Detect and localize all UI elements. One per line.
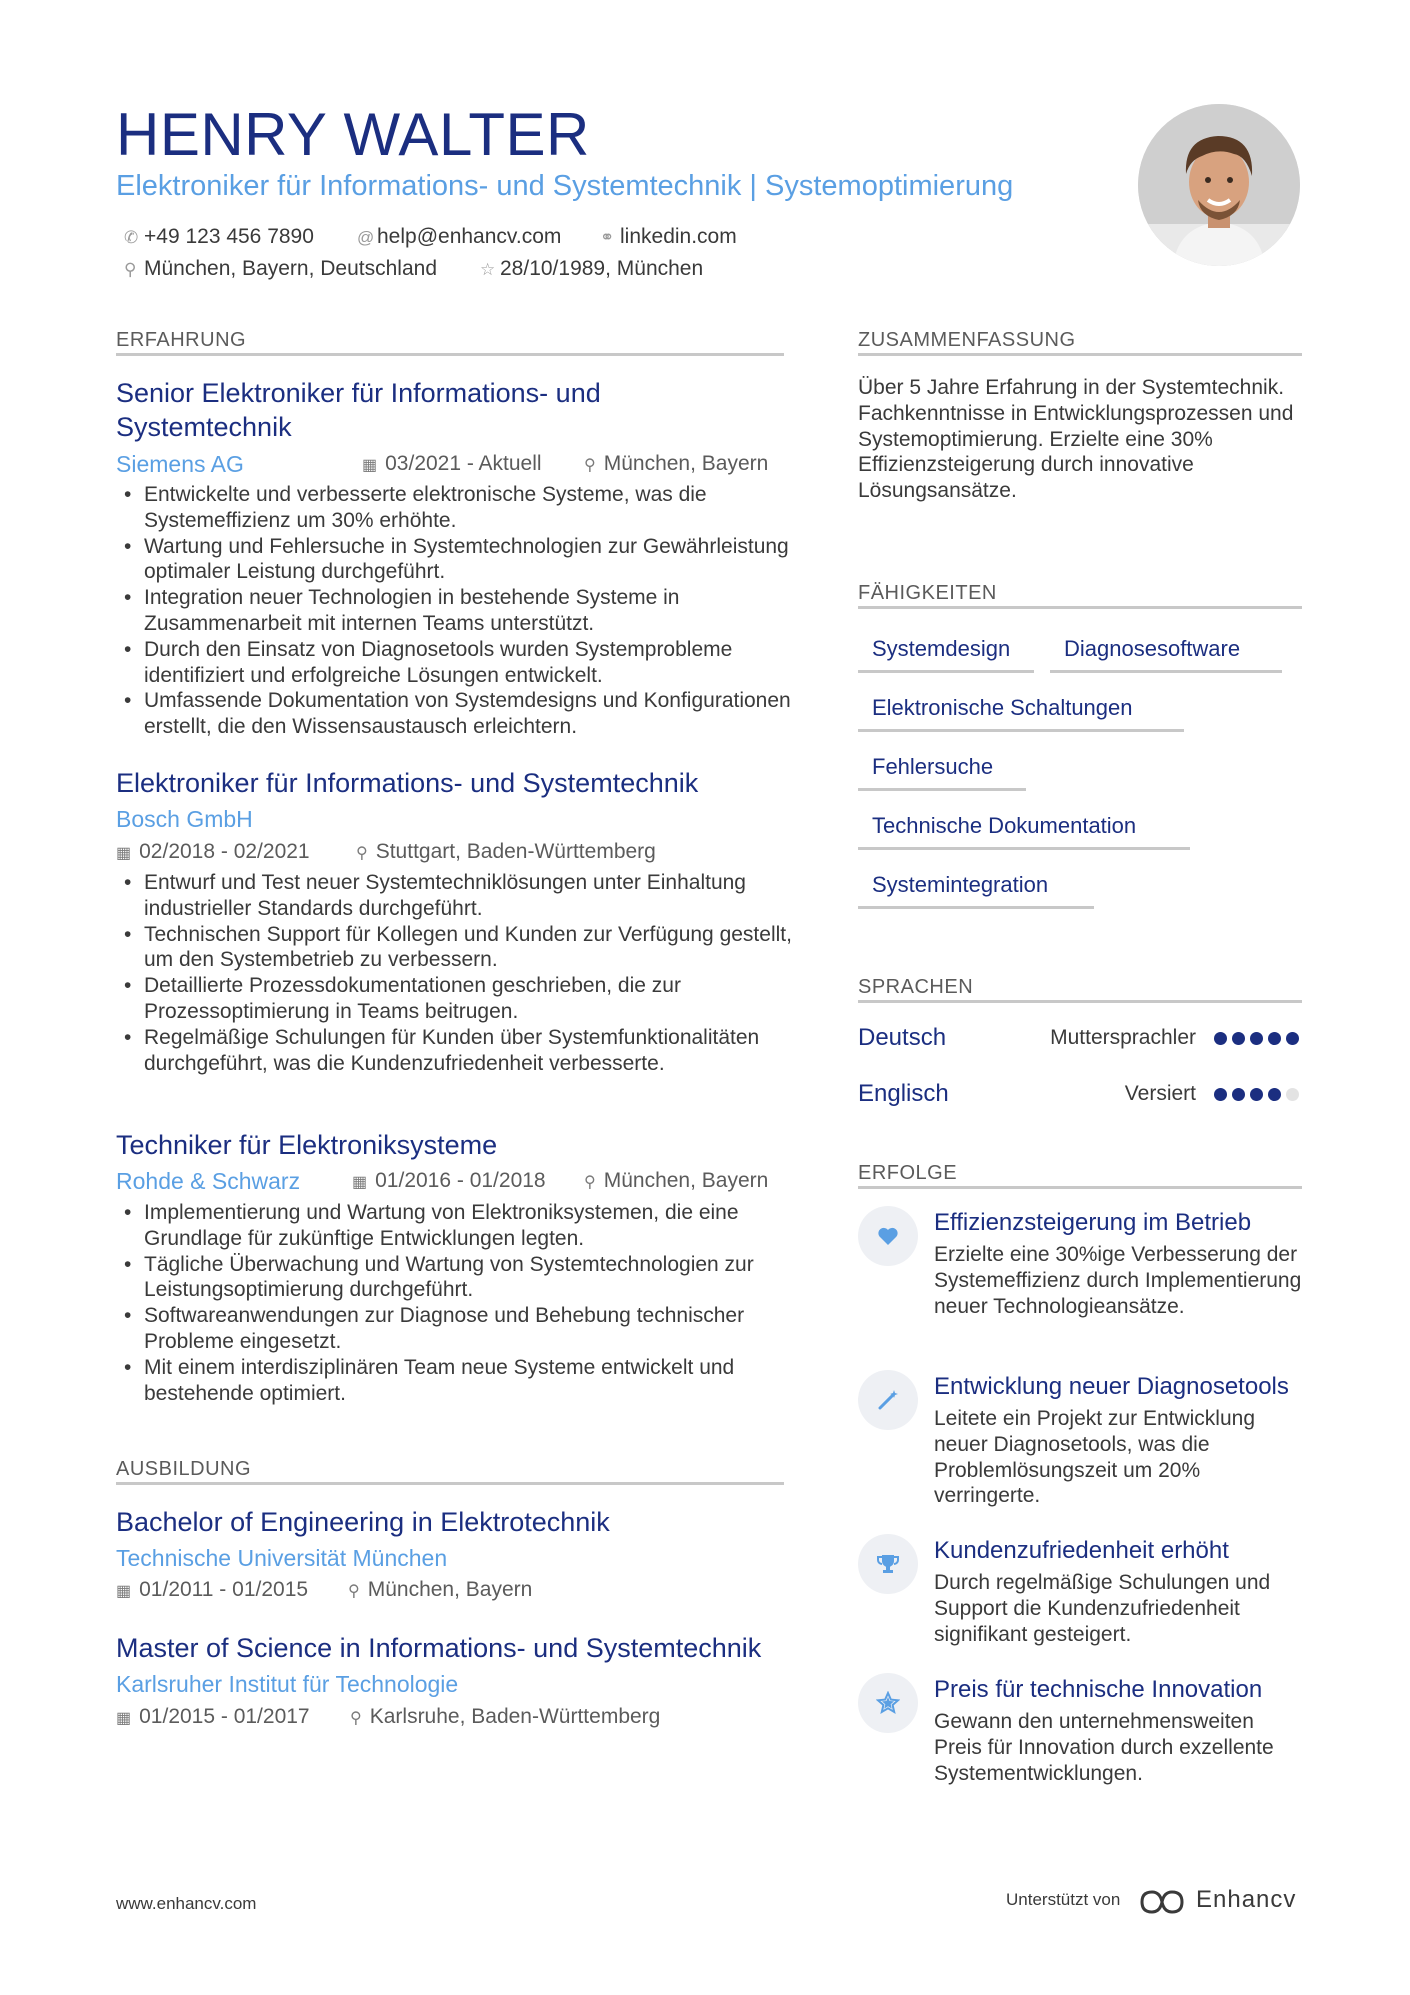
achievement-text: Erzielte eine 30%ige Verbesserung der Systemeffizienz durch Implementierung neuer Technologieansätze. — [934, 1243, 1302, 1318]
language-rating — [1214, 1088, 1304, 1102]
section-divider — [858, 1000, 1302, 1003]
contact-linkedin[interactable]: ⚭ linkedin.com — [600, 223, 737, 252]
skill-tag: Systemdesign — [858, 634, 1034, 673]
job-title: Techniker für Elektroniksysteme — [116, 1130, 498, 1160]
list-item: • Entwickelte und verbesserte elektronische Systeme, was die Systemeffizienz um 30% erhöhte. — [116, 482, 796, 534]
job-location: ⚲ München, Bayern — [584, 450, 768, 480]
list-item: • Wartung und Fehlersuche in Systemtechnologien zur Gewährleistung optimaler Leistung durchgeführt. — [116, 534, 796, 586]
achievement-text: Durch regelmäßige Schulungen und Support die Kundenzufriedenheit signifikant gesteigert. — [934, 1571, 1271, 1646]
list-item: • Technischen Support für Kollegen und Kunden zur Verfügung gestellt, um den Systembetrieb zu verbessern. — [116, 922, 796, 974]
rating-dot-filled — [1214, 1088, 1227, 1101]
skill-tag: Diagnosesoftware — [1050, 634, 1282, 673]
location-pin-icon: ⚲ — [584, 1174, 596, 1191]
degree-title: Master of Science in Informations- und Systemtechnik — [116, 1633, 762, 1663]
skill-tag: Fehlersuche — [858, 752, 1026, 791]
achievement-text: Leitete ein Projekt zur Entwicklung neuer Diagnosetools, was die Problemlösungszeit um 20% verringerte. — [934, 1407, 1255, 1508]
list-item: • Mit einem interdisziplinären Team neue Systeme entwickelt und bestehende optimiert. — [116, 1355, 796, 1407]
magic-wand-icon — [858, 1370, 918, 1430]
rating-dot-empty — [1286, 1088, 1299, 1101]
location-pin-icon: ⚲ — [356, 845, 368, 862]
calendar-icon: ▦ — [116, 845, 132, 862]
enhancv-logo-icon — [1138, 1888, 1186, 1916]
section-title-achievements: ERFOLGE — [858, 1162, 958, 1184]
list-item: • Umfassende Dokumentation von Systemdesigns und Konfigurationen erstellt, die den Wissensaustausch erleichtern. — [116, 688, 796, 740]
section-divider — [858, 606, 1302, 609]
job-bullets — [116, 1200, 796, 1406]
calendar-icon: ▦ — [362, 457, 378, 474]
contact-location: ⚲ München, Bayern, Deutschland — [124, 255, 437, 284]
location-pin-icon: ⚲ — [350, 1710, 362, 1727]
list-item: • Durch den Einsatz von Diagnosetools wurden Systemprobleme identifiziert und erfolgreiche Lösungen entwickelt. — [116, 637, 796, 689]
job-bullets — [116, 870, 796, 1076]
language-rating — [1214, 1032, 1304, 1046]
rating-dot-filled — [1268, 1032, 1281, 1045]
skill-tag: Systemintegration — [858, 870, 1094, 909]
rating-dot-filled — [1232, 1088, 1245, 1101]
rating-dot-filled — [1232, 1032, 1245, 1045]
section-title-languages: SPRACHEN — [858, 976, 974, 998]
company-name: Bosch GmbH — [116, 806, 253, 832]
job-dates: ▦ 01/2016 - 01/2018 — [352, 1167, 546, 1197]
star-outline-icon: ☆ — [480, 260, 496, 279]
job-location: ⚲ München, Bayern — [584, 1167, 768, 1197]
language-level: Muttersprachler — [1050, 1026, 1196, 1049]
achievement-title: Effizienzsteigerung im Betrieb — [934, 1209, 1252, 1236]
trophy-icon — [858, 1534, 918, 1594]
education-dates: ▦ 01/2011 - 01/2015 — [116, 1576, 308, 1606]
job-location: ⚲ Stuttgart, Baden-Württemberg — [356, 838, 656, 868]
section-title-summary: ZUSAMMENFASSUNG — [858, 329, 1076, 351]
footer-powered-by: Unterstützt von — [1006, 1890, 1121, 1909]
location-pin-icon: ⚲ — [584, 457, 596, 474]
job-title: Senior Elektroniker für Informations- und Systemtechnik — [116, 378, 601, 442]
section-divider — [116, 1482, 784, 1485]
school-name: Karlsruher Institut für Technologie — [116, 1671, 459, 1697]
profile-photo — [1138, 104, 1300, 266]
calendar-icon: ▦ — [116, 1583, 132, 1600]
achievement-text: Gewann den unternehmensweiten Preis für Innovation durch exzellente Systementwicklungen. — [934, 1710, 1274, 1785]
section-divider — [116, 353, 784, 356]
list-item: • Integration neuer Technologien in bestehende Systeme in Zusammenarbeit mit internen Teams unterstützt. — [116, 585, 796, 637]
location-pin-icon: ⚲ — [124, 260, 137, 279]
education-location: ⚲ Karlsruhe, Baden-Württemberg — [350, 1703, 660, 1733]
heart-icon — [858, 1206, 918, 1266]
language-name: Englisch — [858, 1080, 949, 1107]
candidate-name: HENRY WALTER — [116, 101, 590, 168]
rating-dot-filled — [1268, 1088, 1281, 1101]
avatar — [1138, 104, 1300, 266]
star-icon — [858, 1673, 918, 1733]
job-dates: ▦ 02/2018 - 02/2021 — [116, 838, 310, 868]
job-title: Elektroniker für Informations- und Systemtechnik — [116, 768, 699, 798]
footer-brand[interactable]: Enhancv — [1196, 1886, 1297, 1913]
education-dates: ▦ 01/2015 - 01/2017 — [116, 1703, 310, 1733]
school-name: Technische Universität München — [116, 1545, 448, 1571]
rating-dot-filled — [1286, 1032, 1299, 1045]
footer-website[interactable]: www.enhancv.com — [116, 1894, 257, 1913]
link-icon: ⚭ — [600, 228, 615, 247]
list-item: • Regelmäßige Schulungen für Kunden über Systemfunktionalitäten durchgeführt, was die Kundenzufriedenheit verbesserte. — [116, 1025, 796, 1077]
contact-phone: ✆ +49 123 456 7890 — [124, 223, 314, 252]
skill-tag: Elektronische Schaltungen — [858, 693, 1184, 732]
job-dates: ▦ 03/2021 - Aktuell — [362, 450, 542, 480]
calendar-icon: ▦ — [352, 1174, 368, 1191]
summary-text: Über 5 Jahre Erfahrung in der Systemtechnik. Fachkenntnisse in Entwicklungsprozessen und Systemoptimierung. Erzielte eine 30% Effizienzsteigerung durch innovative Lösungsansätze. — [858, 376, 1294, 503]
candidate-title: Elektroniker für Informations- und Systemtechnik | Systemoptimierung — [116, 170, 1014, 202]
section-divider — [858, 353, 1302, 356]
calendar-icon: ▦ — [116, 1710, 132, 1727]
location-pin-icon: ⚲ — [348, 1583, 360, 1600]
achievement-title: Preis für technische Innovation — [934, 1676, 1263, 1703]
company-name: Siemens AG — [116, 451, 244, 477]
achievement-title: Kundenzufriedenheit erhöht — [934, 1537, 1229, 1564]
rating-dot-filled — [1214, 1032, 1227, 1045]
at-icon: @ — [357, 228, 375, 247]
section-title-skills: FÄHIGKEITEN — [858, 582, 997, 604]
education-location: ⚲ München, Bayern — [348, 1576, 532, 1606]
phone-icon: ✆ — [124, 228, 139, 247]
section-divider — [858, 1186, 1302, 1189]
skill-tag: Technische Dokumentation — [858, 811, 1190, 850]
list-item: • Detaillierte Prozessdokumentationen geschrieben, die zur Prozessoptimierung in Teams beitrugen. — [116, 973, 796, 1025]
achievement-title: Entwicklung neuer Diagnosetools — [934, 1373, 1289, 1400]
language-level: Versiert — [1124, 1082, 1196, 1105]
degree-title: Bachelor of Engineering in Elektrotechnik — [116, 1507, 610, 1537]
list-item: • Entwurf und Test neuer Systemtechniklösungen unter Einhaltung industrieller Standards durchgeführt. — [116, 870, 796, 922]
company-name: Rohde & Schwarz — [116, 1168, 301, 1194]
section-title-experience: ERFAHRUNG — [116, 329, 247, 351]
rating-dot-filled — [1250, 1032, 1263, 1045]
language-name: Deutsch — [858, 1024, 947, 1051]
contact-birth: ☆ 28/10/1989, München — [480, 255, 703, 284]
rating-dot-filled — [1250, 1088, 1263, 1101]
list-item: • Tägliche Überwachung und Wartung von Systemtechnologien zur Leistungsoptimierung durchgeführt. — [116, 1252, 796, 1304]
list-item: • Softwareanwendungen zur Diagnose und Behebung technischer Probleme eingesetzt. — [116, 1303, 796, 1355]
list-item: • Implementierung und Wartung von Elektroniksystemen, die eine Grundlage für zukünftige Entwicklungen legten. — [116, 1200, 796, 1252]
contact-email[interactable]: @ help@enhancv.com — [357, 223, 561, 252]
section-title-education: AUSBILDUNG — [116, 1458, 252, 1480]
job-bullets — [116, 482, 796, 740]
